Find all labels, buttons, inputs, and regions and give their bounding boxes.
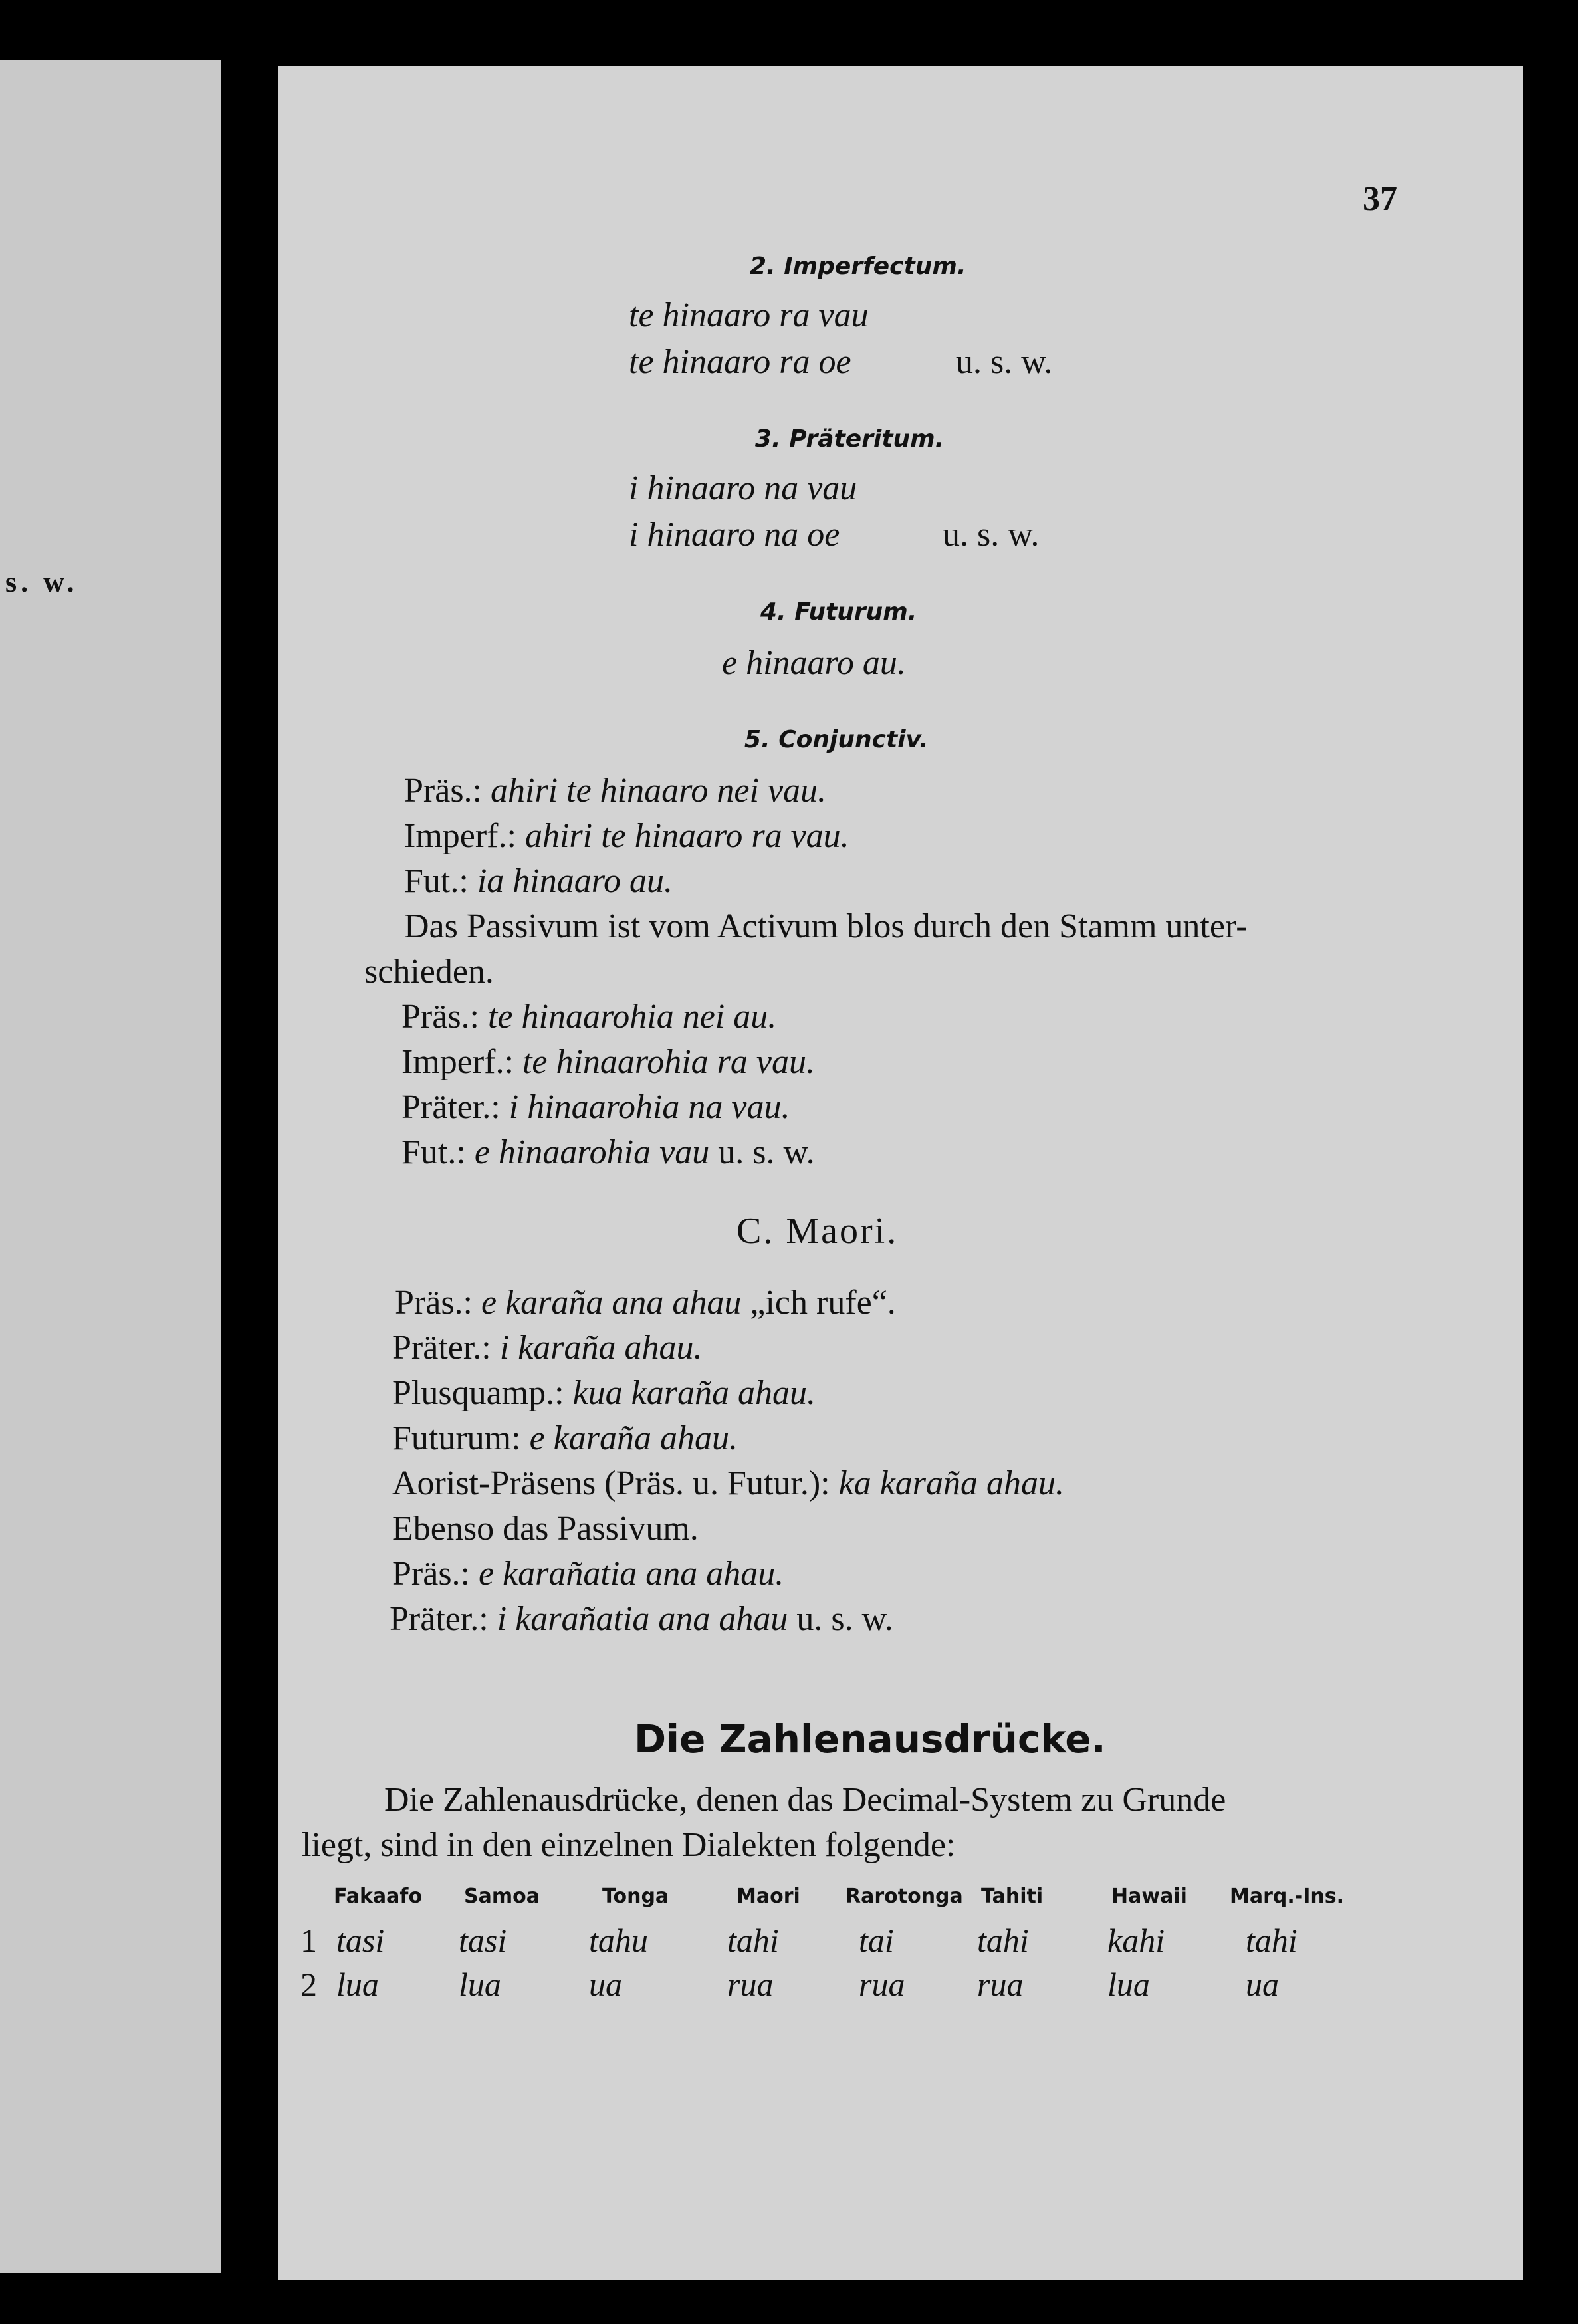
row-text: ia hinaaro au. — [477, 862, 673, 900]
conjunctiv-row — [404, 862, 673, 901]
table-cell: tasi — [336, 1922, 385, 1959]
futurum-line-1: e hinaaro au. — [722, 644, 906, 682]
row-label: Ebenso das Passivum. — [392, 1510, 699, 1548]
row-label: Präs.: — [392, 1555, 470, 1593]
row-text: te hinaarohia ra vau. — [522, 1043, 815, 1081]
row-text: e karaña ahau. — [529, 1419, 738, 1457]
table-cell: tai — [859, 1922, 894, 1959]
table-cell: lua — [1107, 1966, 1150, 2003]
table-cell: rua — [727, 1966, 774, 2003]
row-suffix: „ich rufe“. — [750, 1284, 896, 1322]
column-header: Hawaii — [1111, 1885, 1187, 1908]
passiv-row — [401, 1133, 815, 1172]
passiv-row — [401, 997, 776, 1036]
maori-row — [390, 1599, 893, 1639]
maori-row — [392, 1419, 738, 1458]
conjunctiv-row — [404, 771, 826, 810]
table-cell: ua — [589, 1966, 622, 2003]
column-header: Rarotonga — [845, 1885, 963, 1908]
row-number: 2 — [300, 1966, 317, 2003]
row-text: kua karaña ahau. — [572, 1374, 816, 1412]
maori-row — [392, 1373, 816, 1413]
passiv-row — [401, 1042, 815, 1082]
row-text: i karañatia ana ahau — [497, 1600, 788, 1638]
table-cell: tahu — [589, 1922, 648, 1959]
conjunctiv-row — [404, 816, 849, 856]
row-label: Futurum: — [392, 1419, 521, 1457]
imperfectum-line-1: te hinaaro ra vau — [629, 296, 869, 334]
row-label: Präter.: — [401, 1088, 501, 1126]
table-cell: tasi — [459, 1922, 507, 1959]
praeteritum-line-1: i hinaaro na vau — [629, 469, 857, 507]
row-label: Imperf.: — [404, 817, 516, 855]
row-label: Fut.: — [401, 1133, 466, 1171]
row-label: Präter.: — [390, 1600, 489, 1638]
column-header: Tonga — [602, 1885, 669, 1908]
table-cell: tahi — [977, 1922, 1029, 1959]
table-cell: rua — [859, 1966, 905, 2003]
zahlen-paragraph-line-1: Die Zahlenausdrücke, denen das Decimal-System zu Grunde — [384, 1781, 1226, 1819]
row-text: i karaña ahau. — [499, 1329, 703, 1367]
left-page-text: s. w. — [5, 566, 78, 598]
imperfectum-usw: u. s. w. — [956, 343, 1053, 381]
heading-zahlenausdruecke: Die Zahlenausdrücke. — [634, 1716, 1106, 1762]
row-suffix: u. s. w. — [796, 1600, 893, 1638]
column-header: Marq.-Ins. — [1230, 1885, 1344, 1908]
row-text: e karaña ana ahau — [481, 1284, 742, 1322]
row-text: e karañatia ana ahau. — [479, 1555, 784, 1593]
maori-row — [395, 1283, 896, 1322]
row-text: ka karaña ahau. — [838, 1464, 1065, 1502]
row-number: 1 — [300, 1922, 317, 1959]
table-cell: ua — [1246, 1966, 1279, 2003]
row-label: Präs.: — [404, 772, 482, 810]
imperfectum-line-2: te hinaaro ra oe — [629, 343, 851, 381]
heading-praeteritum: 3. Präteritum. — [755, 425, 945, 453]
row-text: ahiri te hinaaro nei vau. — [491, 772, 827, 810]
praeteritum-line-2: i hinaaro na oe — [629, 516, 840, 554]
maori-row — [392, 1328, 703, 1367]
page-number: 37 — [1363, 180, 1397, 218]
row-label: Imperf.: — [401, 1043, 514, 1081]
table-cell: lua — [336, 1966, 379, 2003]
row-text: e hinaarohia vau — [474, 1133, 710, 1171]
maori-row — [392, 1464, 1064, 1503]
maori-row — [392, 1554, 784, 1593]
table-cell: kahi — [1107, 1922, 1165, 1959]
passiv-paragraph-line-1: Das Passivum ist vom Activum blos durch den Stamm unter- — [404, 907, 1248, 945]
row-label: Präs.: — [395, 1284, 473, 1322]
maori-row — [392, 1509, 699, 1548]
column-header: Maori — [736, 1885, 800, 1908]
page — [278, 66, 1523, 2280]
row-label: Fut.: — [404, 862, 469, 900]
table-cell: rua — [977, 1966, 1024, 2003]
table-cell: lua — [459, 1966, 501, 2003]
column-header: Tahiti — [981, 1885, 1044, 1908]
row-suffix: u. s. w. — [718, 1133, 815, 1171]
heading-futurum: 4. Futurum. — [760, 598, 917, 626]
row-text: te hinaarohia nei au. — [488, 998, 777, 1036]
passiv-paragraph-line-2: schieden. — [364, 953, 494, 990]
column-header: Fakaafo — [334, 1885, 423, 1908]
praeteritum-usw: u. s. w. — [943, 516, 1040, 554]
row-label: Präter.: — [392, 1329, 491, 1367]
row-label: Plusquamp.: — [392, 1374, 564, 1412]
heading-maori: C. Maori. — [736, 1211, 899, 1252]
table-cell: tahi — [1246, 1922, 1297, 1959]
row-label: Aorist-Präsens (Präs. u. Futur.): — [392, 1464, 830, 1502]
heading-conjunctiv: 5. Conjunctiv. — [744, 726, 929, 753]
column-header: Samoa — [464, 1885, 540, 1908]
passiv-row — [401, 1088, 790, 1127]
row-text: ahiri te hinaaro ra vau. — [524, 817, 849, 855]
row-label: Präs.: — [401, 998, 479, 1036]
table-cell: tahi — [727, 1922, 779, 1959]
row-text: i hinaarohia na vau. — [508, 1088, 790, 1126]
zahlen-paragraph-line-2: liegt, sind in den einzelnen Dialekten folgende: — [302, 1826, 956, 1864]
left-page-edge — [0, 60, 221, 2273]
heading-imperfectum: 2. Imperfectum. — [750, 253, 966, 280]
